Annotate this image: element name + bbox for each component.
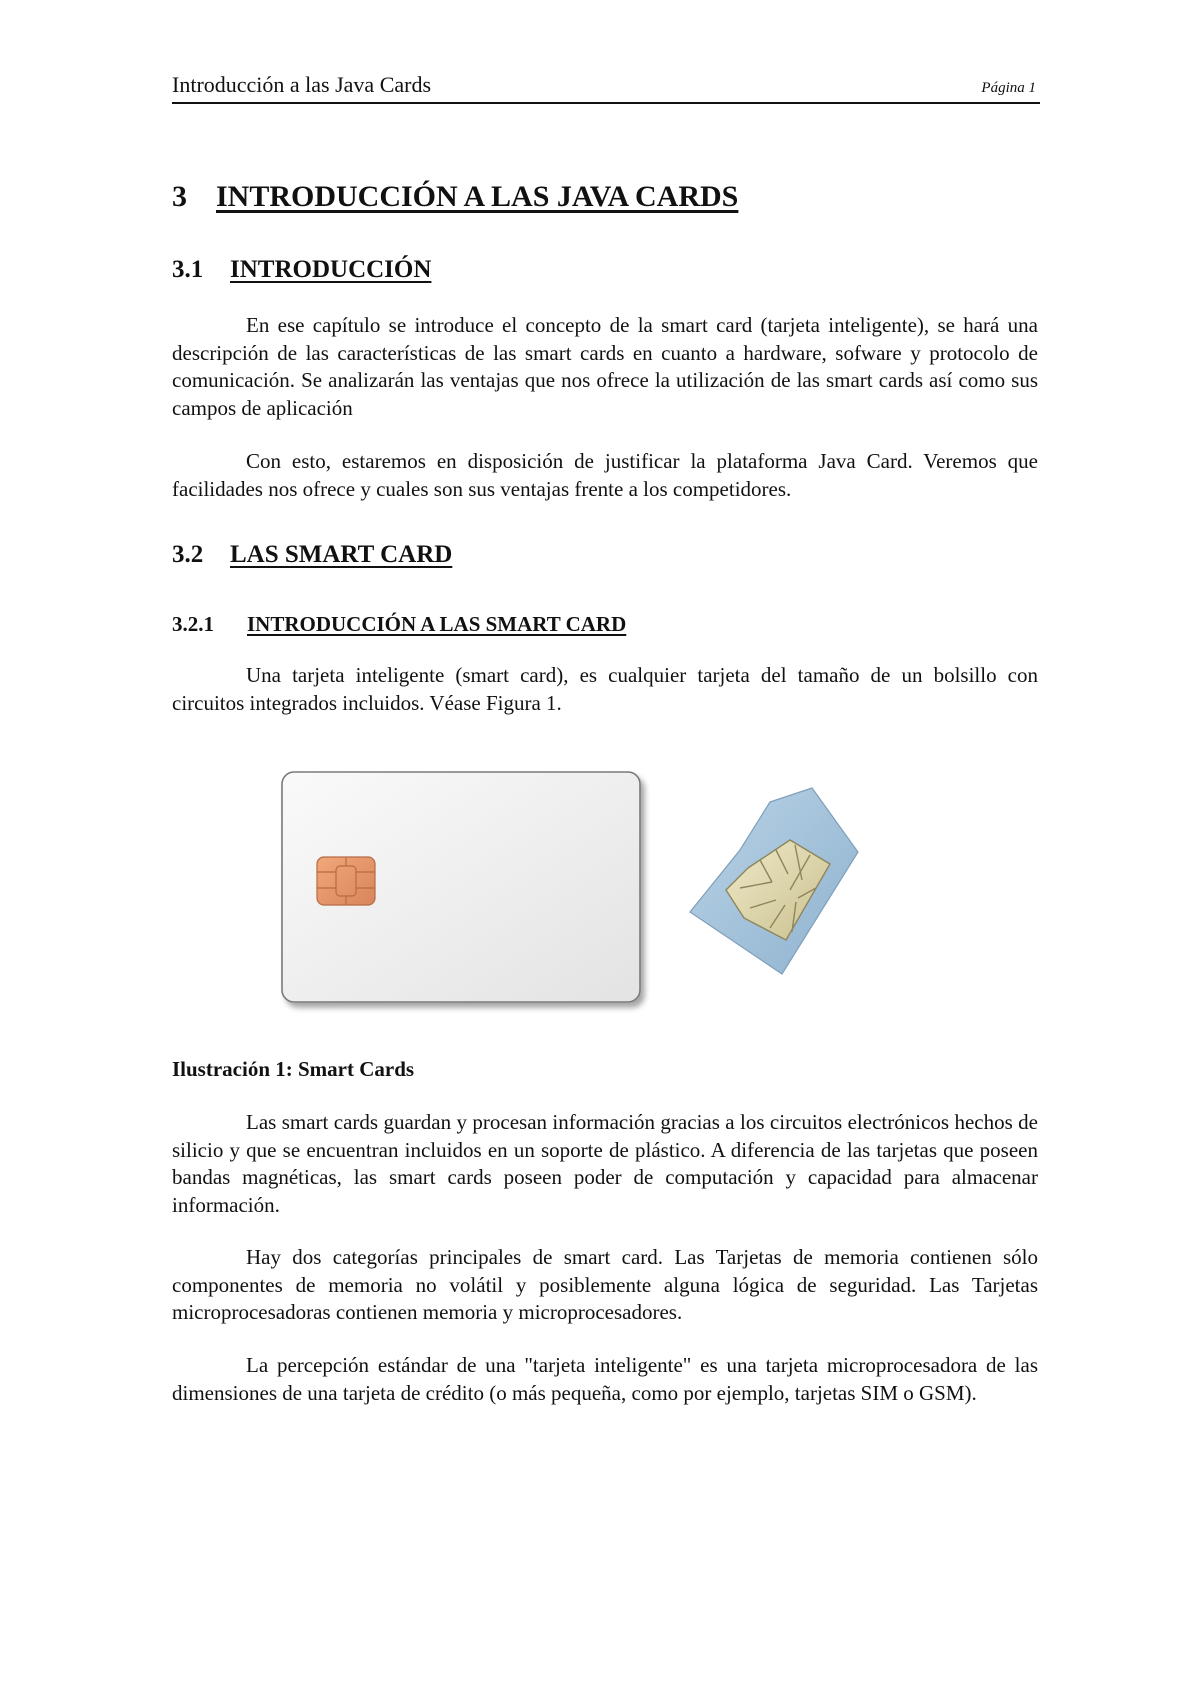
subsection-title: INTRODUCCIÓN A LAS SMART CARD [247, 612, 627, 636]
section-title: INTRODUCCIÓN [230, 256, 432, 283]
paragraph: La percepción estándar de una "tarjeta inteligente" es una tarjeta microprocesadora de las dimensiones de una tarjeta de crédito (o más pequeña, como por ejemplo, tarjetas SIM o GSM). [172, 1353, 1038, 1405]
smart-card-image [282, 772, 640, 1002]
chapter-heading [172, 180, 738, 214]
page-header [172, 70, 1040, 104]
paragraph: Hay dos categorías principales de smart card. Las Tarjetas de memoria contienen sólo componentes de memoria no volátil y posiblemente alguna lógica de seguridad. Las Tarjetas microprocesadoras contienen memoria y microprocesadores. [172, 1245, 1038, 1324]
card-chip [317, 857, 375, 905]
section-heading-3-1 [172, 256, 431, 284]
smart-cards-illustration [270, 760, 910, 1020]
figure-caption: Ilustración 1: Smart Cards [172, 1057, 415, 1081]
sim-card-image [690, 780, 898, 974]
subsection-number: 3.2.1 [172, 612, 214, 636]
paragraph: Las smart cards guardan y procesan información gracias a los circuitos electrónicos hechos de silicio y que se encuentran incluidos en un soporte de plástico. A diferencia de las tarjetas que poseen bandas magnéticas, las smart cards poseen poder de computación y capacidad para almacenar información. [172, 1110, 1038, 1217]
chapter-number: 3 [172, 180, 187, 213]
subsection-heading-3-2-1 [172, 612, 626, 637]
paragraph: Una tarjeta inteligente (smart card), es cualquier tarjeta del tamaño de un bolsillo con circuitos integrados incluidos. Véase Figura 1. [172, 663, 1038, 715]
header-title: Introducción a las Java Cards [172, 72, 432, 97]
paragraph: En ese capítulo se introduce el concepto de la smart card (tarjeta inteligente), se hará una descripción de las características de las smart cards en cuanto a hardware, sofware y protocolo de comunicación. Se analizarán las ventajas que nos ofrece la utilización de las smart cards así como sus campos de aplicación [172, 313, 1038, 420]
smart-cards-figure [270, 760, 910, 1020]
section-number: 3.2 [172, 541, 204, 568]
paragraph: Con esto, estaremos en disposición de justificar la plataforma Java Card. Veremos que facilidades nos ofrece y cuales son sus ventajas frente a los competidores. [172, 449, 1038, 501]
chapter-title: INTRODUCCIÓN A LAS JAVA CARDS [216, 180, 739, 213]
section-title: LAS SMART CARD [230, 541, 453, 568]
section-number: 3.1 [172, 256, 204, 283]
header-page-number: Página 1 [981, 80, 1036, 96]
section-heading-3-2 [172, 541, 452, 569]
